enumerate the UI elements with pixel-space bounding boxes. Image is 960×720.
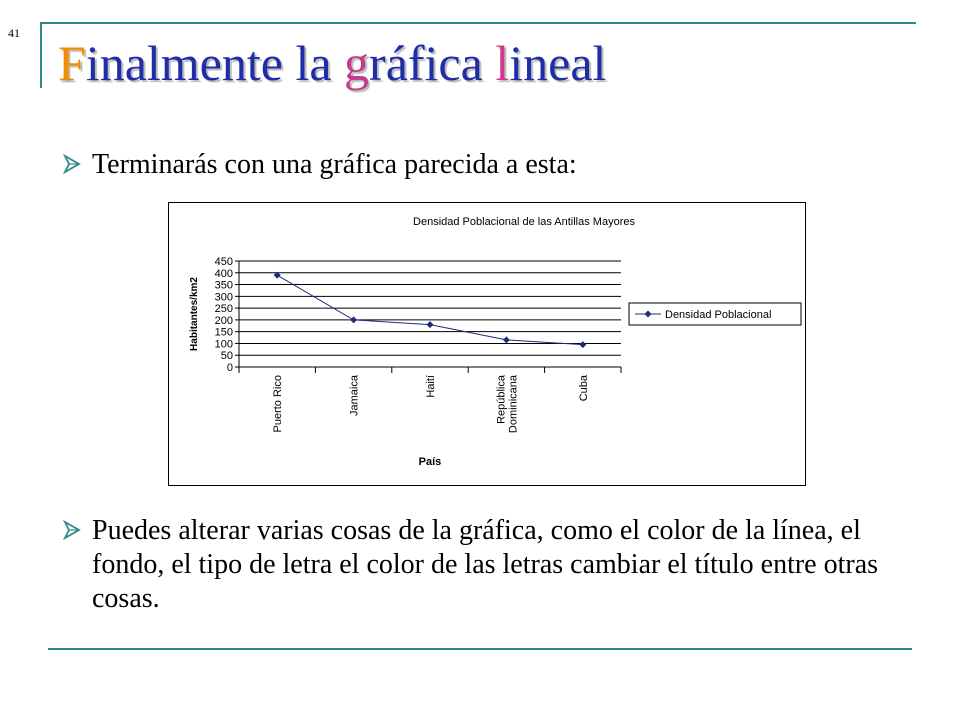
y-axis-label: Habitantes/km2 (189, 277, 200, 351)
title-segment: g (344, 35, 370, 91)
y-tick-label: 150 (214, 326, 233, 339)
arrow-bullet-icon (62, 154, 82, 174)
bottom-divider (48, 648, 912, 650)
x-axis-label: País (418, 456, 442, 468)
data-point (350, 316, 357, 323)
y-tick-label: 450 (214, 256, 233, 268)
y-tick-label: 100 (214, 338, 233, 351)
y-tick-label: 0 (226, 362, 233, 374)
y-tick-label: 350 (214, 279, 233, 292)
chart-canvas (169, 203, 805, 485)
y-tick-label: 400 (214, 267, 233, 280)
y-tick-label: 50 (220, 350, 233, 363)
title-segment: l (495, 35, 510, 91)
bullet-item (62, 148, 912, 182)
x-tick-label: Dominicana (507, 375, 520, 434)
arrow-bullet-icon (62, 520, 82, 540)
data-point (579, 341, 586, 348)
y-tick-label: 200 (214, 314, 233, 327)
x-tick-label: Haití (425, 375, 437, 398)
title-segment: ráfica (369, 35, 496, 91)
data-point (503, 336, 510, 343)
data-point (427, 321, 434, 328)
x-tick-label: Cuba (577, 375, 590, 402)
top-divider (40, 22, 916, 24)
x-tick-label: Puerto Rico (272, 375, 285, 433)
x-tick-label: Jamaica (348, 375, 361, 416)
line-chart (168, 202, 806, 486)
slide-number: 41 (8, 26, 20, 40)
bullet-text: Puedes alterar varias cosas de la gráfica, como el color de la línea, el fondo, el tipo de letra el color de las letras cambiar el título entre otras cosas. (92, 515, 879, 614)
bullet-text: Terminarás con una gráfica parecida a esta: (92, 149, 577, 180)
left-divider (40, 22, 42, 88)
title-segment: inalmente la (85, 35, 345, 91)
series-line (277, 275, 583, 344)
slide-title (58, 36, 606, 91)
y-tick-label: 250 (214, 303, 233, 316)
chart-title: Densidad Poblacional de las Antillas Mayores (413, 216, 635, 228)
y-tick-label: 300 (214, 291, 233, 304)
title-segment: F (58, 35, 86, 91)
x-tick-label: República (495, 375, 508, 424)
legend-label: Densidad Poblacional (665, 309, 772, 321)
bullet-item (62, 514, 912, 616)
title-segment: ineal (509, 35, 607, 91)
